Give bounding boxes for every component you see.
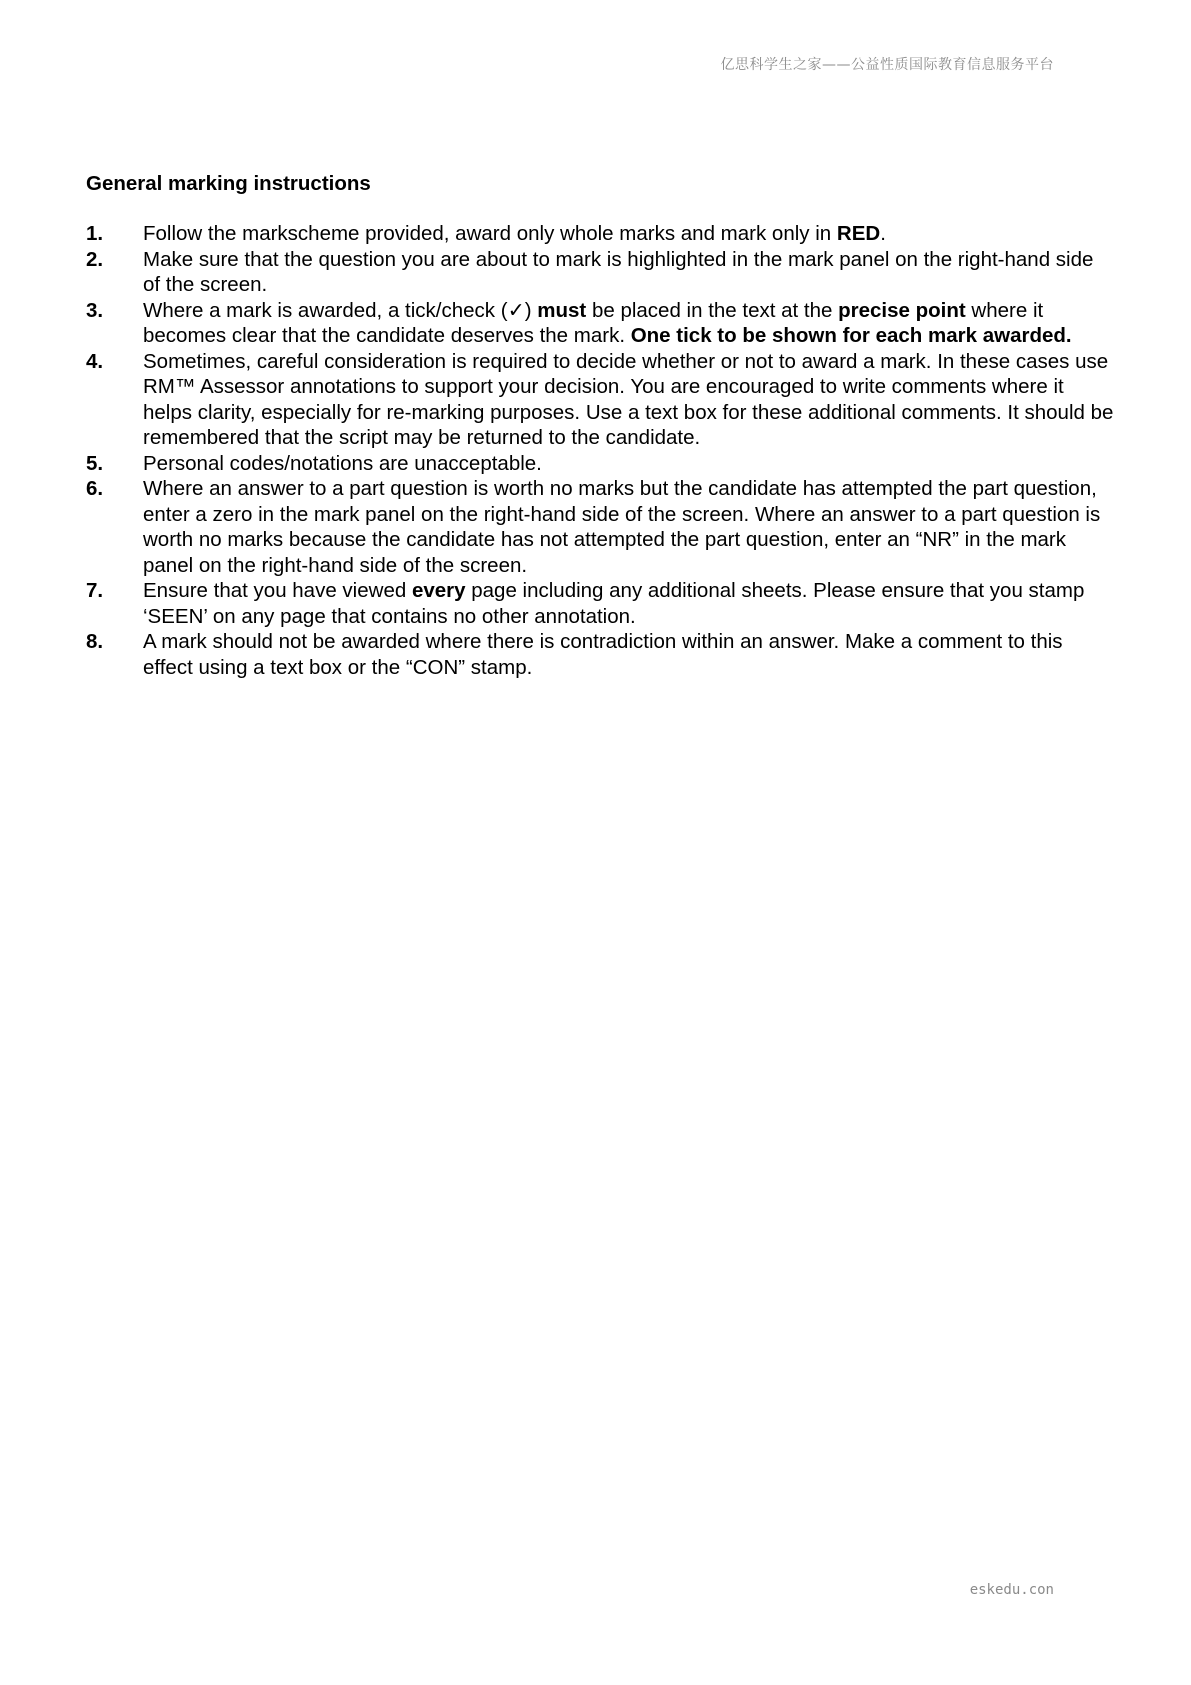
instruction-emphasis: every <box>411 579 466 602</box>
instruction-text <box>143 476 1116 578</box>
header-watermark: 亿思科学生之家——公益性质国际教育信息服务平台 <box>720 57 1054 73</box>
instruction-number: 3. <box>86 298 104 322</box>
instruction-text-run: Ensure that you have viewed <box>143 579 412 602</box>
instruction-text-run: A mark should not be awarded where there is contradiction within an answer. Make a comment to this effect using a text box or the “CON” stamp. <box>143 630 1063 679</box>
instruction-number: 4. <box>86 349 104 373</box>
instruction-number: 7. <box>86 579 104 602</box>
instruction-number: 5. <box>86 451 104 475</box>
instruction-number: 8. <box>86 630 104 653</box>
instruction-emphasis: One tick to be shown for each mark awarded. <box>630 324 1072 347</box>
instruction-text-run: Where an answer to a part question is worth no marks but the candidate has attempted the part question, enter a zero in the mark panel on the right-hand side of the screen. Where an answer to a part question is worth no marks because the candidate has not attempted the part question, enter an “NR” in the mark panel on the right-hand side of the screen. <box>143 477 1101 577</box>
instruction-text-run: Sometimes, careful consideration is required to decide whether or not to award a mark. In these cases use RM™ Assessor annotations to support your decision. You are encouraged to write comments where it helps clarity, especially for re-marking purposes. Use a text box for these additional comments. It should be remembered that the script may be returned to the candidate. <box>143 349 1114 449</box>
instruction-text-run: . <box>880 222 886 245</box>
instruction-number: 2. <box>86 247 104 271</box>
instruction-item <box>86 298 1116 349</box>
instruction-text-run: page including any additional sheets. Please ensure that you stamp ‘SEEN’ on any page that contains no other annotation. <box>143 579 1085 628</box>
instruction-number: 6. <box>86 477 104 500</box>
instruction-text <box>143 349 1116 451</box>
instruction-text-run: Make sure that the question you are about to mark is highlighted in the mark panel on the right-hand side of the screen. <box>143 247 1094 296</box>
instructions-list <box>86 221 1116 680</box>
instruction-text <box>143 578 1116 629</box>
instruction-item <box>86 247 1116 298</box>
instruction-text <box>143 451 1116 477</box>
instruction-text-run: Follow the markscheme provided, award only whole marks and mark only in <box>143 222 837 245</box>
instruction-text-run: Personal codes/notations are unacceptable. <box>143 451 542 475</box>
footer-watermark: eskedu.con <box>969 1582 1054 1598</box>
instruction-text-run: Where a mark is awarded, a tick/check (✓) <box>143 298 538 322</box>
instruction-item <box>86 349 1116 451</box>
instruction-item <box>86 629 1116 680</box>
instruction-item <box>86 578 1116 629</box>
instruction-emphasis: precise point <box>838 298 966 322</box>
instruction-number: 1. <box>86 222 104 245</box>
instruction-text-run: where it becomes clear that the candidate deserves the mark. <box>143 298 1044 347</box>
instruction-text <box>143 247 1116 298</box>
instruction-text <box>143 629 1116 680</box>
instruction-emphasis: RED <box>836 222 881 245</box>
instruction-text <box>143 221 1116 247</box>
instruction-item <box>86 476 1116 578</box>
marking-instructions-section <box>86 171 1116 680</box>
instruction-text-run: be placed in the text at the <box>586 298 839 322</box>
instruction-text <box>143 298 1116 349</box>
section-title: General marking instructions <box>86 172 371 195</box>
instruction-emphasis: must <box>537 298 587 322</box>
instruction-item <box>86 221 1116 247</box>
instruction-item <box>86 451 1116 477</box>
